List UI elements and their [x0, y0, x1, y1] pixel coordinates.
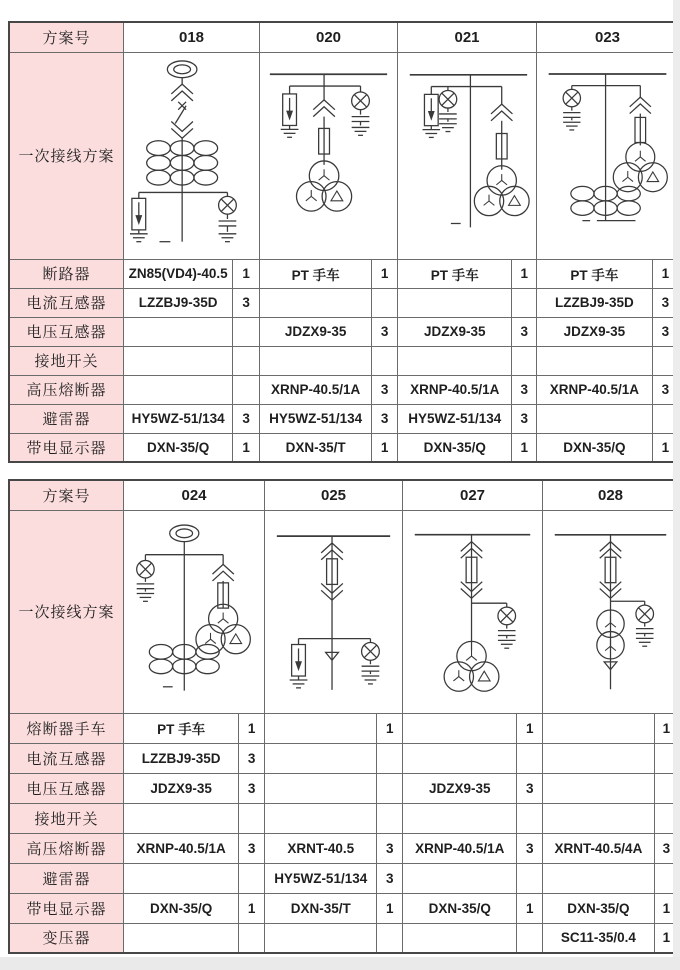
diagram-cell-024 — [124, 510, 265, 713]
qty-cell: 1 — [654, 923, 679, 953]
qty-cell: 1 — [233, 259, 260, 288]
component-label: 高压熔断器 — [9, 833, 124, 863]
diagram-cell-027 — [403, 510, 543, 713]
component-label: 高压熔断器 — [9, 375, 124, 404]
model-cell: LZZBJ9-35D — [124, 743, 239, 773]
qty-cell: 1 — [654, 893, 679, 923]
qty-cell: 1 — [654, 713, 679, 743]
component-label: 接地开关 — [9, 346, 124, 375]
model-cell — [260, 346, 372, 375]
model-cell: XRNT-40.5/4A — [543, 833, 655, 863]
qty-cell: 1 — [517, 893, 543, 923]
wiring-diagram-024 — [126, 512, 262, 712]
component-label: 电流互感器 — [9, 743, 124, 773]
model-cell: DXN-35/Q — [537, 433, 653, 462]
qty-cell: 3 — [652, 375, 679, 404]
model-cell — [543, 773, 655, 803]
qty-cell: 3 — [239, 743, 265, 773]
qty-cell: 1 — [372, 433, 398, 462]
qty-cell — [239, 863, 265, 893]
table1-header-row — [9, 22, 679, 52]
scheme-number-023: 023 — [537, 22, 680, 52]
diagram-row-label: 一次接线方案 — [9, 52, 124, 259]
qty-cell — [239, 923, 265, 953]
qty-cell: 1 — [652, 259, 679, 288]
model-cell — [265, 773, 377, 803]
qty-cell: 3 — [512, 404, 537, 433]
qty-cell — [233, 346, 260, 375]
model-cell — [543, 713, 655, 743]
qty-cell: 3 — [377, 833, 403, 863]
diagram-cell-020 — [260, 52, 398, 259]
qty-cell: 3 — [517, 773, 543, 803]
model-cell: PT 手车 — [260, 259, 372, 288]
qty-cell — [512, 288, 537, 317]
component-label: 带电显示器 — [9, 893, 124, 923]
scheme-no-label: 方案号 — [9, 22, 124, 52]
qty-cell: 1 — [239, 713, 265, 743]
qty-cell: 1 — [652, 433, 679, 462]
model-cell — [543, 743, 655, 773]
scheme-number-028: 028 — [543, 480, 680, 510]
qty-cell: 1 — [512, 433, 537, 462]
qty-cell — [233, 317, 260, 346]
qty-cell: 1 — [377, 893, 403, 923]
wiring-diagram-021 — [400, 54, 534, 258]
model-cell: XRNP-40.5/1A — [403, 833, 517, 863]
model-cell — [124, 803, 239, 833]
component-row — [9, 863, 679, 893]
model-cell: XRNP-40.5/1A — [124, 833, 239, 863]
model-cell — [265, 713, 377, 743]
qty-cell: 3 — [654, 833, 679, 863]
qty-cell — [372, 346, 398, 375]
scheme-number-021: 021 — [398, 22, 537, 52]
qty-cell: 3 — [372, 317, 398, 346]
model-cell — [124, 317, 233, 346]
scheme-number-018: 018 — [124, 22, 260, 52]
qty-cell: 1 — [239, 893, 265, 923]
model-cell — [403, 923, 517, 953]
component-row — [9, 288, 679, 317]
component-row — [9, 317, 679, 346]
wiring-diagram-028 — [545, 512, 676, 712]
model-cell — [543, 803, 655, 833]
scan-artifact-right-edge — [673, 0, 680, 970]
model-cell — [265, 803, 377, 833]
component-row — [9, 433, 679, 462]
model-cell — [398, 288, 512, 317]
qty-cell: 1 — [377, 713, 403, 743]
scheme-number-025: 025 — [265, 480, 403, 510]
qty-cell: 3 — [652, 288, 679, 317]
table2-diagram-row — [9, 510, 679, 713]
wiring-diagram-020 — [262, 54, 395, 258]
model-cell — [265, 743, 377, 773]
scan-artifact-bottom-edge — [0, 957, 680, 970]
component-label: 电流互感器 — [9, 288, 124, 317]
qty-cell — [377, 743, 403, 773]
qty-cell — [517, 803, 543, 833]
component-row — [9, 404, 679, 433]
component-row — [9, 773, 679, 803]
model-cell: PT 手车 — [398, 259, 512, 288]
qty-cell: 1 — [372, 259, 398, 288]
component-label: 熔断器手车 — [9, 713, 124, 743]
qty-cell — [233, 375, 260, 404]
qty-cell: 3 — [512, 317, 537, 346]
scheme-number-024: 024 — [124, 480, 265, 510]
model-cell — [124, 923, 239, 953]
model-cell — [403, 803, 517, 833]
qty-cell: 3 — [239, 833, 265, 863]
diagram-cell-021 — [398, 52, 537, 259]
model-cell: DXN-35/Q — [403, 893, 517, 923]
model-cell — [537, 404, 653, 433]
qty-cell: 3 — [239, 773, 265, 803]
model-cell: SC11-35/0.4 — [543, 923, 655, 953]
model-cell — [124, 375, 233, 404]
scheme-number-020: 020 — [260, 22, 398, 52]
model-cell: DXN-35/Q — [543, 893, 655, 923]
model-cell — [260, 288, 372, 317]
model-cell: XRNP-40.5/1A — [398, 375, 512, 404]
component-label: 电压互感器 — [9, 317, 124, 346]
model-cell — [403, 863, 517, 893]
model-cell: JDZX9-35 — [398, 317, 512, 346]
component-row — [9, 923, 679, 953]
wiring-diagram-018 — [126, 54, 257, 258]
table2-header-row — [9, 480, 679, 510]
model-cell: DXN-35/Q — [398, 433, 512, 462]
qty-cell — [517, 743, 543, 773]
model-cell: DXN-35/T — [265, 893, 377, 923]
model-cell — [403, 713, 517, 743]
model-cell — [537, 346, 653, 375]
scheme-table-2 — [8, 479, 680, 954]
qty-cell: 3 — [233, 404, 260, 433]
qty-cell: 3 — [372, 404, 398, 433]
model-cell: HY5WZ-51/134 — [265, 863, 377, 893]
qty-cell — [377, 803, 403, 833]
model-cell — [543, 863, 655, 893]
component-row — [9, 346, 679, 375]
diagram-cell-025 — [265, 510, 403, 713]
model-cell: JDZX9-35 — [124, 773, 239, 803]
component-row — [9, 713, 679, 743]
model-cell: DXN-35/Q — [124, 433, 233, 462]
model-cell — [403, 743, 517, 773]
qty-cell: 3 — [652, 317, 679, 346]
scheme-number-027: 027 — [403, 480, 543, 510]
component-label: 避雷器 — [9, 863, 124, 893]
component-label: 电压互感器 — [9, 773, 124, 803]
qty-cell: 3 — [517, 833, 543, 863]
qty-cell: 1 — [512, 259, 537, 288]
diagram-cell-028 — [543, 510, 680, 713]
model-cell: PT 手车 — [537, 259, 653, 288]
component-row — [9, 259, 679, 288]
component-label: 接地开关 — [9, 803, 124, 833]
model-cell — [265, 923, 377, 953]
scheme-no-label: 方案号 — [9, 480, 124, 510]
model-cell — [398, 346, 512, 375]
qty-cell: 3 — [377, 863, 403, 893]
model-cell: JDZX9-35 — [403, 773, 517, 803]
component-row — [9, 833, 679, 863]
table1-diagram-row — [9, 52, 679, 259]
model-cell: LZZBJ9-35D — [124, 288, 233, 317]
model-cell: JDZX9-35 — [537, 317, 653, 346]
component-label: 断路器 — [9, 259, 124, 288]
scheme-table-1 — [8, 21, 680, 463]
component-row — [9, 803, 679, 833]
model-cell: PT 手车 — [124, 713, 239, 743]
component-row — [9, 893, 679, 923]
model-cell: JDZX9-35 — [260, 317, 372, 346]
model-cell: DXN-35/T — [260, 433, 372, 462]
model-cell: XRNT-40.5 — [265, 833, 377, 863]
qty-cell — [517, 863, 543, 893]
model-cell: HY5WZ-51/134 — [398, 404, 512, 433]
qty-cell — [377, 773, 403, 803]
diagram-cell-023 — [537, 52, 680, 259]
model-cell: HY5WZ-51/134 — [124, 404, 233, 433]
wiring-diagram-027 — [405, 512, 540, 712]
qty-cell — [377, 923, 403, 953]
qty-cell: 3 — [512, 375, 537, 404]
model-cell: LZZBJ9-35D — [537, 288, 653, 317]
wiring-diagram-023 — [539, 54, 676, 258]
model-cell: HY5WZ-51/134 — [260, 404, 372, 433]
component-label: 带电显示器 — [9, 433, 124, 462]
qty-cell — [372, 288, 398, 317]
diagram-cell-018 — [124, 52, 260, 259]
model-cell: XRNP-40.5/1A — [260, 375, 372, 404]
model-cell — [124, 863, 239, 893]
component-row — [9, 375, 679, 404]
qty-cell: 1 — [233, 433, 260, 462]
model-cell: ZN85(VD4)-40.5 — [124, 259, 233, 288]
qty-cell — [512, 346, 537, 375]
qty-cell: 3 — [372, 375, 398, 404]
qty-cell — [239, 803, 265, 833]
component-label: 变压器 — [9, 923, 124, 953]
wiring-diagram-025 — [267, 512, 400, 712]
diagram-row-label: 一次接线方案 — [9, 510, 124, 713]
model-cell — [124, 346, 233, 375]
qty-cell: 1 — [517, 713, 543, 743]
qty-cell — [517, 923, 543, 953]
component-row — [9, 743, 679, 773]
component-label: 避雷器 — [9, 404, 124, 433]
model-cell: XRNP-40.5/1A — [537, 375, 653, 404]
model-cell: DXN-35/Q — [124, 893, 239, 923]
qty-cell: 3 — [233, 288, 260, 317]
